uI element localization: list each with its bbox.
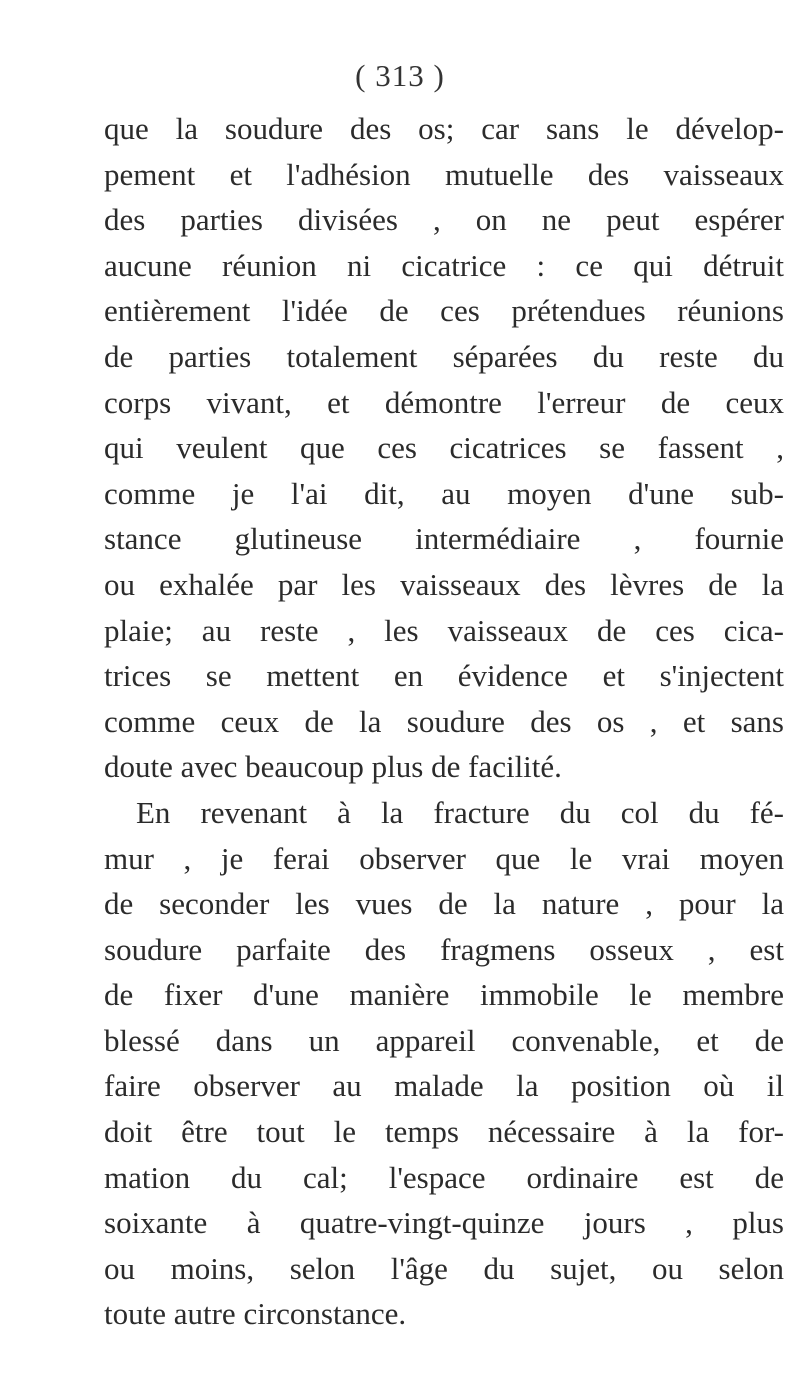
text-line: mur , je ferai observer que le vrai moyen: [104, 840, 784, 876]
text-line: aucune réunion ni cicatrice : ce qui détruit: [104, 247, 784, 283]
text-line: des parties divisées , on ne peut espérer: [104, 202, 784, 238]
text-line: soudure parfaite des fragmens osseux , est: [104, 931, 784, 967]
text-line: de seconder les vues de la nature , pour la: [104, 886, 784, 922]
text-line: comme je l'ai dit, au moyen d'une sub-: [104, 475, 784, 511]
text-line: faire observer au malade la position où il: [104, 1068, 784, 1104]
text-line: de fixer d'une manière immobile le membre: [104, 977, 784, 1013]
text-line: de parties totalement séparées du reste du: [104, 338, 784, 374]
text-line: que la soudure des os; car sans le dévelop-: [104, 111, 784, 146]
text-line: ou exhalée par les vaisseaux des lèvres de la: [104, 566, 784, 602]
text-line: stance glutineuse intermédiaire , fournie: [104, 521, 784, 557]
text-line: soixante à quatre-vingt-quinze jours , plus: [104, 1205, 784, 1241]
text-line: toute autre circonstance.: [104, 1296, 407, 1332]
text-line: entièrement l'idée de ces prétendues réunions: [104, 293, 784, 329]
text-line: corps vivant, et démontre l'erreur de ceux: [104, 384, 784, 420]
text-line: trices se mettent en évidence et s'injectent: [104, 658, 784, 694]
text-line: En revenant à la fracture du col du fé-: [136, 794, 784, 830]
text-line: doit être tout le temps nécessaire à la for-: [104, 1114, 784, 1150]
text-line: pement et l'adhésion mutuelle des vaisseaux: [104, 156, 784, 192]
text-line: plaie; au reste , les vaisseaux de ces cica-: [104, 612, 784, 648]
page-number: ( 313 ): [355, 58, 445, 93]
text-line: comme ceux de la soudure des os , et sans: [104, 703, 784, 739]
text-line: mation du cal; l'espace ordinaire est de: [104, 1159, 784, 1195]
text-line: qui veulent que ces cicatrices se fassent ,: [104, 430, 784, 466]
body-text: [104, 106, 784, 1337]
text-line: blessé dans un appareil convenable, et de: [104, 1022, 784, 1058]
text-line: ou moins, selon l'âge du sujet, ou selon: [104, 1250, 784, 1286]
text-line: doute avec beaucoup plus de facilité.: [104, 749, 562, 785]
